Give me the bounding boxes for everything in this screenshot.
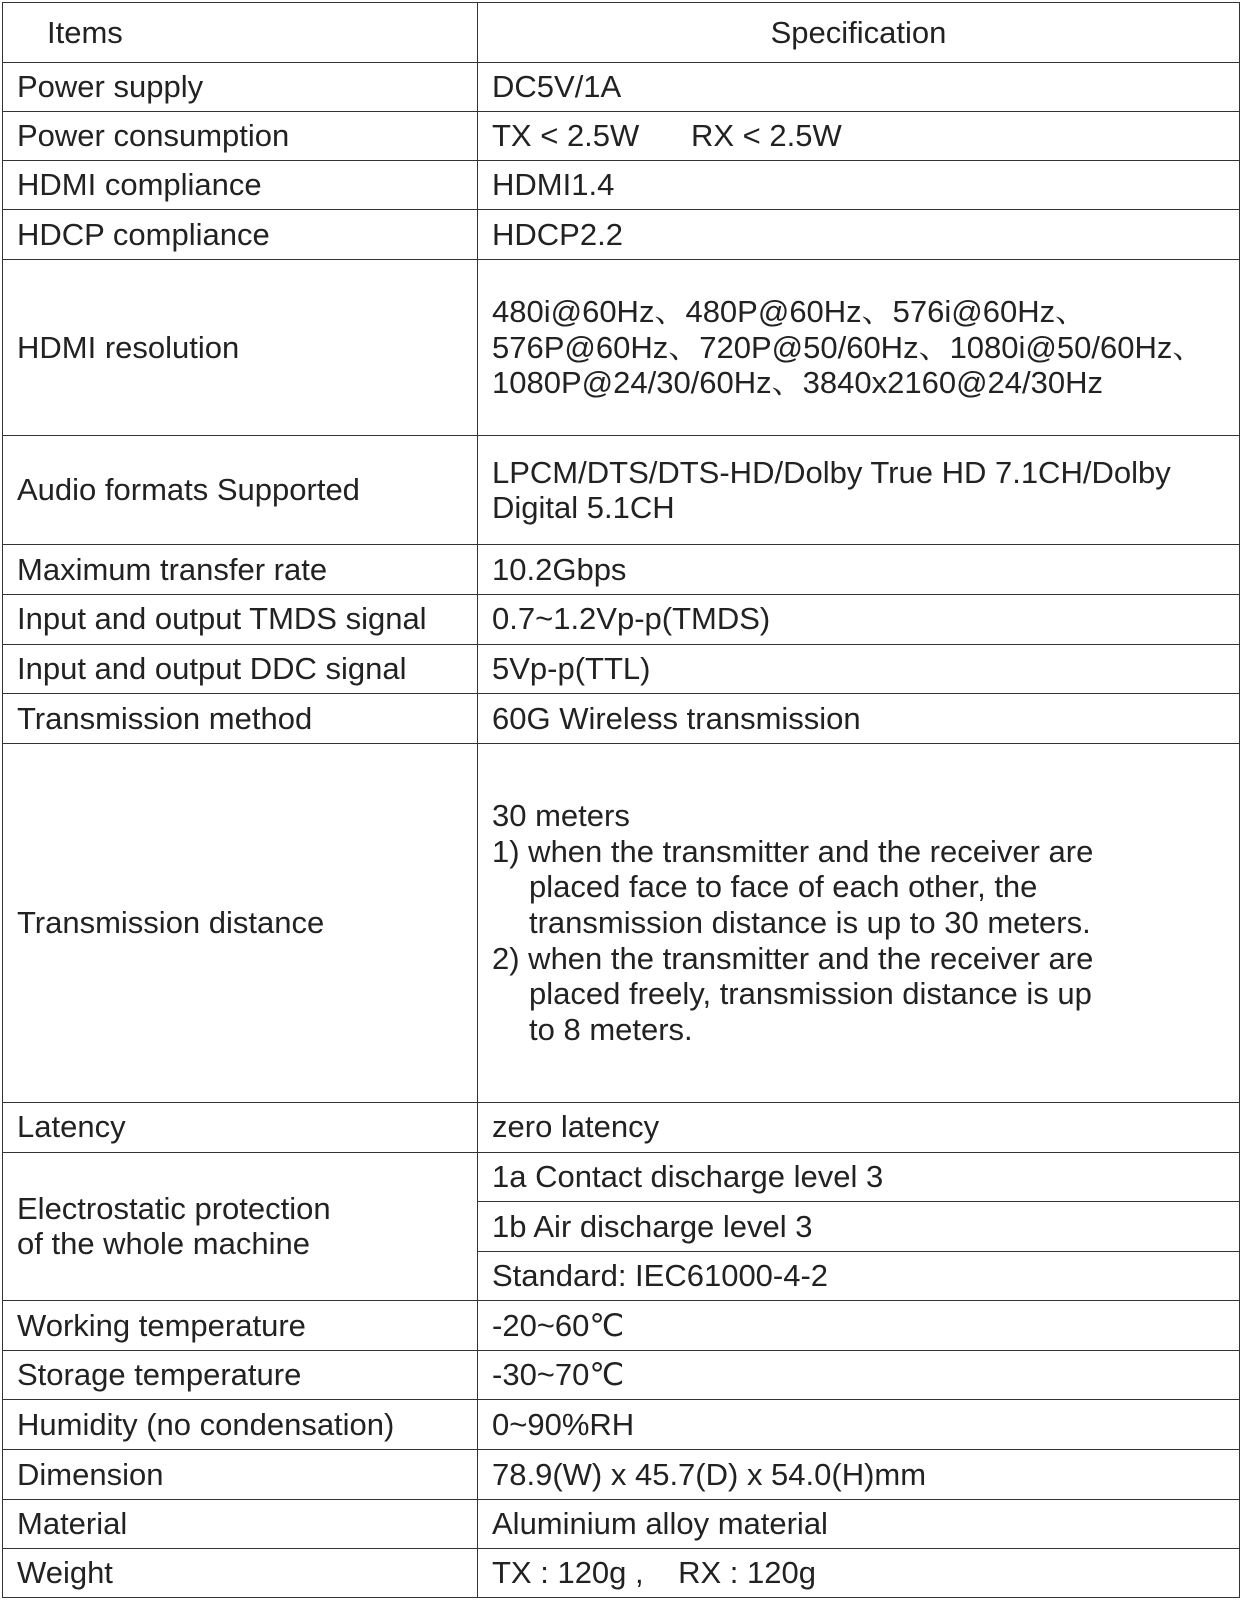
row-label: Working temperature <box>3 1301 478 1351</box>
row-value: Standard: IEC61000-4-2 <box>478 1251 1240 1301</box>
distance-line: 1) when the transmitter and the receiver are <box>492 833 1094 869</box>
table-row <box>3 436 1240 545</box>
row-value: DC5V/1A <box>478 62 1240 112</box>
table-row <box>3 1102 1240 1152</box>
row-label: Input and output DDC signal <box>3 644 478 694</box>
distance-line: placed face to face of each other, the <box>529 869 1038 905</box>
row-label: Maximum transfer rate <box>3 545 478 595</box>
distance-line: 2) when the transmitter and the receiver are <box>492 940 1094 976</box>
row-value: 1a Contact discharge level 3 <box>478 1152 1240 1202</box>
table-row <box>3 694 1240 744</box>
distance-line: transmission distance is up to 30 meters. <box>529 905 1091 941</box>
table-row <box>3 1499 1240 1549</box>
row-value: 78.9(W) x 45.7(D) x 54.0(H)mm <box>478 1450 1240 1500</box>
table-row <box>3 594 1240 644</box>
row-value <box>478 436 1240 545</box>
table-row <box>3 1301 1240 1351</box>
row-label: Power supply <box>3 62 478 112</box>
row-value: 1b Air discharge level 3 <box>478 1202 1240 1252</box>
row-label: HDMI compliance <box>3 160 478 210</box>
row-value: -30~70℃ <box>478 1350 1240 1400</box>
row-value: HDCP2.2 <box>478 210 1240 260</box>
audio-line: LPCM/DTS/DTS-HD/Dolby True HD 7.1CH/Dolby <box>492 454 1171 490</box>
row-value: -20~60℃ <box>478 1301 1240 1351</box>
row-label: HDCP compliance <box>3 210 478 260</box>
distance-line: to 8 meters. <box>529 1011 693 1047</box>
row-value: TX : 120g , RX : 120g <box>478 1549 1240 1598</box>
row-value: HDMI1.4 <box>478 160 1240 210</box>
header-specification: Specification <box>478 3 1240 63</box>
table-row <box>3 1450 1240 1500</box>
table-header-row <box>3 3 1240 63</box>
table-row <box>3 1549 1240 1598</box>
row-label: Transmission distance <box>3 743 478 1102</box>
table-row <box>3 743 1240 1102</box>
esd-label-line: Electrostatic protection <box>17 1190 331 1226</box>
table-row <box>3 62 1240 112</box>
row-label: Power consumption <box>3 112 478 161</box>
row-value: 0.7~1.2Vp-p(TMDS) <box>478 594 1240 644</box>
row-label: Storage temperature <box>3 1350 478 1400</box>
distance-line: placed freely, transmission distance is up <box>529 976 1092 1012</box>
row-label: Latency <box>3 1102 478 1152</box>
row-value: zero latency <box>478 1102 1240 1152</box>
table-row <box>3 112 1240 161</box>
row-value: 10.2Gbps <box>478 545 1240 595</box>
row-label: Weight <box>3 1549 478 1598</box>
audio-line: Digital 5.1CH <box>492 490 675 526</box>
table-row <box>3 260 1240 436</box>
row-label: Humidity (no condensation) <box>3 1400 478 1450</box>
resolution-line: 1080P@24/30/60Hz、3840x2160@24/30Hz <box>492 365 1104 401</box>
table-row <box>3 210 1240 260</box>
table-row <box>3 160 1240 210</box>
distance-line: 30 meters <box>492 798 630 834</box>
table-row <box>3 545 1240 595</box>
row-value: 60G Wireless transmission <box>478 694 1240 744</box>
header-items: Items <box>3 3 478 63</box>
row-value <box>478 260 1240 436</box>
row-label: Transmission method <box>3 694 478 744</box>
row-label: Audio formats Supported <box>3 436 478 545</box>
row-label: Material <box>3 1499 478 1549</box>
row-label: Input and output TMDS signal <box>3 594 478 644</box>
row-value: 0~90%RH <box>478 1400 1240 1450</box>
row-value: 5Vp-p(TTL) <box>478 644 1240 694</box>
esd-label-line: of the whole machine <box>17 1226 310 1262</box>
resolution-line: 576P@60Hz、720P@50/60Hz、1080i@50/60Hz、 <box>492 329 1204 365</box>
table-row <box>3 1152 1240 1202</box>
resolution-line: 480i@60Hz、480P@60Hz、576i@60Hz、 <box>492 294 1087 330</box>
spec-table <box>2 2 1240 1598</box>
row-value: TX < 2.5W RX < 2.5W <box>478 112 1240 161</box>
row-label <box>3 1152 478 1301</box>
row-value: Aluminium alloy material <box>478 1499 1240 1549</box>
row-label: HDMI resolution <box>3 260 478 436</box>
table-row <box>3 1350 1240 1400</box>
row-value <box>478 743 1240 1102</box>
row-label: Dimension <box>3 1450 478 1500</box>
table-row <box>3 644 1240 694</box>
table-row <box>3 1400 1240 1450</box>
